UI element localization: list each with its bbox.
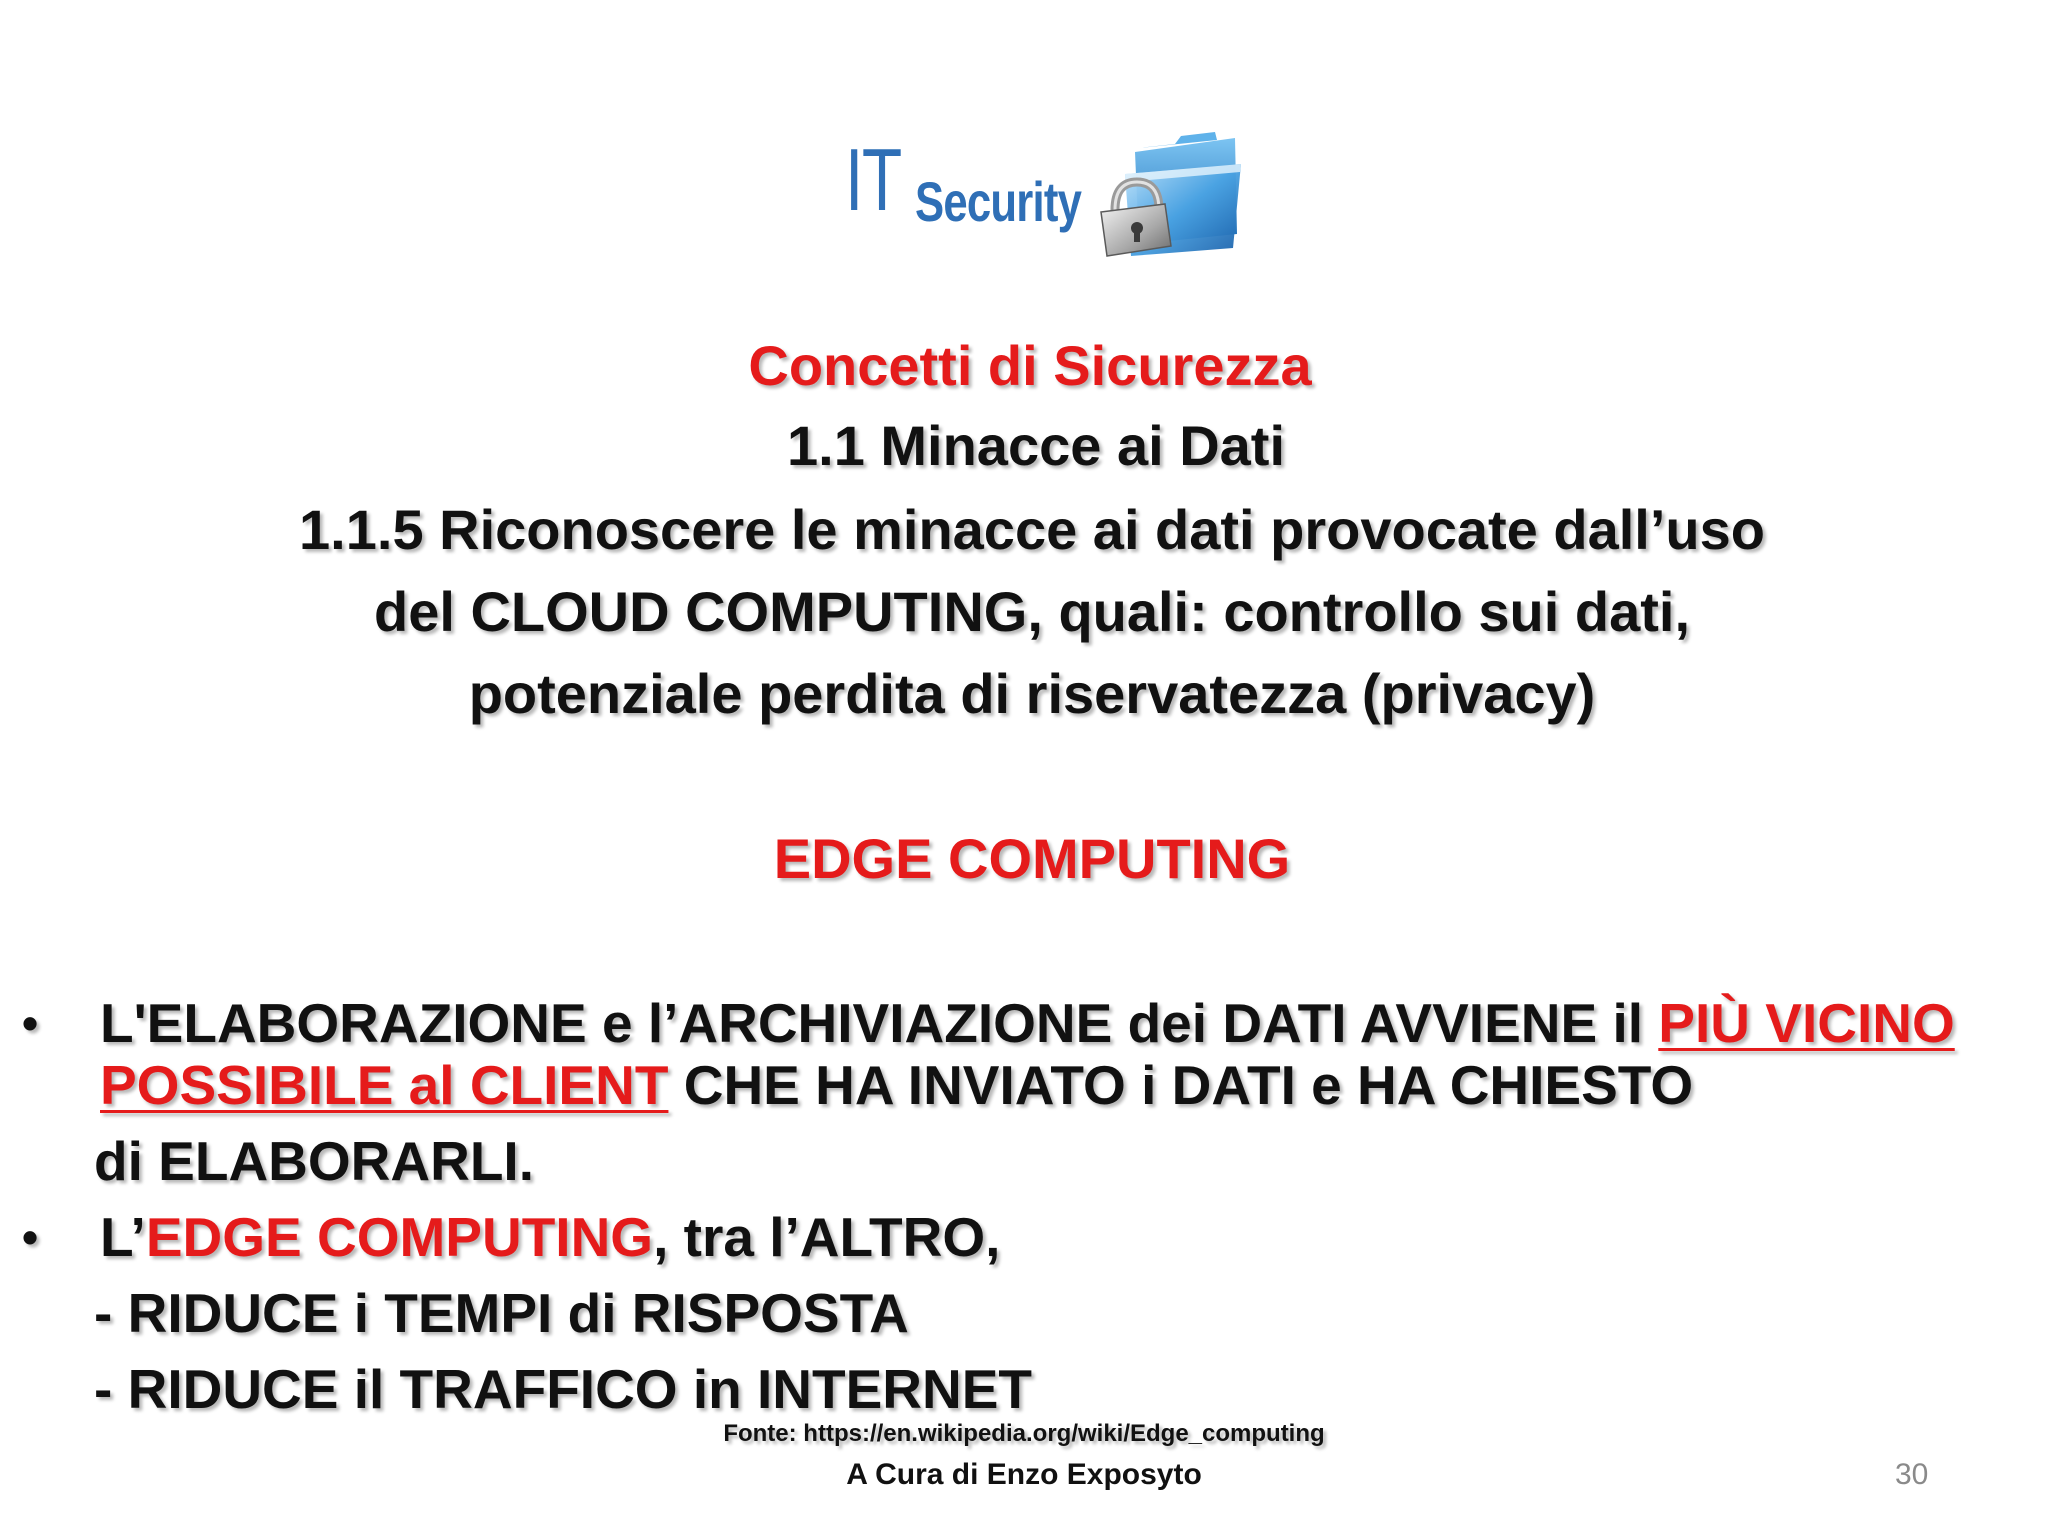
- bullet-2-text-a: L’: [100, 1206, 146, 1268]
- source-citation: Fonte: https://en.wikipedia.org/wiki/Edge_computing: [723, 1420, 1325, 1447]
- subtitle-topic-line1: 1.1.5 Riconoscere le minacce ai dati provocate dall’uso: [299, 498, 1765, 561]
- bullet-1-highlight-b: POSSIBILE al CLIENT: [100, 1054, 669, 1116]
- bullet-1-text-a: L'ELABORAZIONE e l’ARCHIVIAZIONE dei DATI AVVIENE il: [100, 992, 1659, 1054]
- logo-security-text: Security: [915, 170, 1082, 233]
- folder-lock-icon: [1095, 130, 1245, 260]
- bullet-1-line1: [100, 992, 1955, 1054]
- subtitle-module: 1.1 Minacce ai Dati: [786, 414, 1285, 477]
- bullet-2-item-1: - RIDUCE i TEMPI di RISPOSTA: [94, 1282, 909, 1344]
- bullet-2-highlight: EDGE COMPUTING: [145, 1206, 654, 1268]
- author-credit: A Cura di Enzo Exposyto: [846, 1458, 1202, 1491]
- section-title: EDGE COMPUTING: [773, 827, 1291, 890]
- bullet-1-highlight-a: PIÙ VICINO: [1658, 992, 1955, 1054]
- subtitle-topic-line3: potenziale perdita di riservatezza (privacy): [468, 662, 1596, 725]
- page-number: 30: [1895, 1458, 1929, 1491]
- it-security-logo: [845, 130, 1245, 260]
- bullet-2-line1: [100, 1206, 1001, 1268]
- bullet-1-text-b: CHE HA INVIATO i DATI e HA CHIESTO: [668, 1054, 1694, 1116]
- bullet-1-line2: [100, 1054, 1694, 1116]
- bullet-2-item-2: - RIDUCE il TRAFFICO in INTERNET: [94, 1358, 1033, 1420]
- bullet-2-text-b: , tra l’ALTRO,: [653, 1206, 1001, 1268]
- main-title: Concetti di Sicurezza: [748, 334, 1312, 397]
- logo-it-text: IT: [845, 130, 901, 229]
- bullet-marker: •: [22, 1211, 39, 1263]
- subtitle-topic-line2: del CLOUD COMPUTING, quali: controllo sui dati,: [374, 580, 1690, 643]
- bullet-1-line3: di ELABORARLI.: [94, 1130, 534, 1192]
- bullet-marker: •: [22, 997, 39, 1049]
